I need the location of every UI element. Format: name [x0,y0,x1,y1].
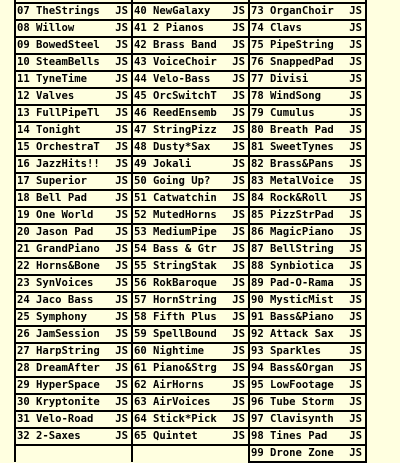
patch-bank: JS [348,71,366,88]
patch-number: 52 [132,207,153,224]
patch-name: Attack Sax [270,326,348,343]
patch-number: 73 [249,3,270,20]
patch-number: 17 [15,173,36,190]
patch-number: 47 [132,122,153,139]
patch-number: 15 [15,139,36,156]
patch-number: 13 [15,105,36,122]
patch-number: 09 [15,37,36,54]
patch-number: 88 [249,258,270,275]
patch-number: 74 [249,20,270,37]
patch-bank: JS [114,105,132,122]
table-row [15,309,366,326]
patch-bank: JS [114,394,132,411]
empty-cell [153,445,231,462]
patch-number: 28 [15,360,36,377]
patch-bank: JS [348,309,366,326]
patch-number: 23 [15,275,36,292]
patch-number: 92 [249,326,270,343]
table-row [15,3,366,20]
patch-number: 25 [15,309,36,326]
patch-bank: JS [114,411,132,428]
patch-name: Velo-Bass [153,71,231,88]
patch-number: 78 [249,88,270,105]
patch-number: 56 [132,275,153,292]
patch-name: Catwatchin [153,190,231,207]
table-row [15,54,366,71]
empty-cell [231,445,249,462]
table-row [15,360,366,377]
patch-name: Horns&Bone [36,258,114,275]
patch-bank: JS [348,54,366,71]
patch-bank: JS [348,173,366,190]
patch-number: 45 [132,88,153,105]
patch-number: 76 [249,54,270,71]
patch-name: OrcSwitchT [153,88,231,105]
patch-number: 18 [15,190,36,207]
empty-cell [36,445,114,462]
patch-name: SteamBells [36,54,114,71]
patch-bank: JS [348,326,366,343]
patch-name: Bass & Gtr [153,241,231,258]
table-row [15,20,366,37]
patch-name: Rock&Roll [270,190,348,207]
patch-bank: JS [231,241,249,258]
patch-name: MediumPipe [153,224,231,241]
patch-bank: JS [348,20,366,37]
patch-number: 12 [15,88,36,105]
patch-bank: JS [348,258,366,275]
patch-bank: JS [348,190,366,207]
patch-name: AirHorns [153,377,231,394]
patch-name: Bell Pad [36,190,114,207]
patch-name: TheStrings [36,3,114,20]
patch-number: 75 [249,37,270,54]
patch-name: MutedHorns [153,207,231,224]
patch-name: OrganChoir [270,3,348,20]
patch-name: HarpString [36,343,114,360]
patch-name: TyneTime [36,71,114,88]
patch-number: 87 [249,241,270,258]
patch-bank: JS [348,3,366,20]
patch-name: OrchestraT [36,139,114,156]
patch-name: Velo-Road [36,411,114,428]
patch-number: 20 [15,224,36,241]
patch-bank: JS [348,275,366,292]
patch-name: HornString [153,292,231,309]
patch-name: SynVoices [36,275,114,292]
patch-bank: JS [114,241,132,258]
table-row [15,258,366,275]
patch-bank: JS [114,71,132,88]
patch-name: SweetTynes [270,139,348,156]
patch-bank: JS [348,292,366,309]
patch-name: Divisi [270,71,348,88]
patch-number: 79 [249,105,270,122]
patch-name: Bass&Organ [270,360,348,377]
patch-bank: JS [114,428,132,445]
patch-bank: JS [114,258,132,275]
patch-name: PipeString [270,37,348,54]
table-row [15,173,366,190]
patch-name: AirVoices [153,394,231,411]
patch-name: Valves [36,88,114,105]
patch-name: MagicPiano [270,224,348,241]
patch-bank: JS [114,326,132,343]
patch-number: 48 [132,139,153,156]
empty-cell [15,445,36,462]
patch-name: Pad-O-Rama [270,275,348,292]
patch-number: 14 [15,122,36,139]
patch-number: 93 [249,343,270,360]
patch-bank: JS [348,207,366,224]
patch-bank: JS [114,207,132,224]
table-row [15,326,366,343]
patch-number: 59 [132,326,153,343]
patch-number: 51 [132,190,153,207]
patch-bank: JS [348,445,366,462]
patch-bank: JS [231,343,249,360]
patch-number: 58 [132,309,153,326]
table-row [15,224,366,241]
patch-name: BellString [270,241,348,258]
patch-name: Synbiotica [270,258,348,275]
table-row [15,139,366,156]
patch-bank: JS [114,224,132,241]
patch-name: SnappedPad [270,54,348,71]
patch-bank: JS [114,173,132,190]
patch-bank: JS [231,326,249,343]
patch-bank: JS [231,54,249,71]
patch-bank: JS [231,309,249,326]
patch-name: Breath Pad [270,122,348,139]
patch-bank: JS [231,37,249,54]
patch-number: 46 [132,105,153,122]
patch-bank: JS [114,377,132,394]
patch-name: StringPizz [153,122,231,139]
patch-number: 86 [249,224,270,241]
patch-name: Sparkles [270,343,348,360]
patch-bank: JS [231,139,249,156]
patch-name: JazzHits!! [36,156,114,173]
patch-list-rows [15,0,366,462]
patch-bank: JS [114,343,132,360]
patch-number: 43 [132,54,153,71]
patch-bank: JS [231,105,249,122]
patch-name: Clavisynth [270,411,348,428]
patch-number: 22 [15,258,36,275]
patch-bank: JS [114,3,132,20]
patch-bank: JS [231,275,249,292]
patch-name: Drone Zone [270,445,348,462]
patch-name: Bass&Piano [270,309,348,326]
patch-bank: JS [114,190,132,207]
table-row [15,411,366,428]
patch-number: 90 [249,292,270,309]
patch-name: 2-Saxes [36,428,114,445]
patch-bank: JS [231,190,249,207]
patch-name: 2 Pianos [153,20,231,37]
patch-name: Tines Pad [270,428,348,445]
patch-number: 91 [249,309,270,326]
patch-bank: JS [348,377,366,394]
patch-number: 95 [249,377,270,394]
patch-name: Jason Pad [36,224,114,241]
patch-name: Willow [36,20,114,37]
patch-bank: JS [231,224,249,241]
patch-number: 24 [15,292,36,309]
patch-name: Nightime [153,343,231,360]
patch-number: 26 [15,326,36,343]
table-row [15,275,366,292]
patch-bank: JS [114,156,132,173]
patch-name: Tube Storm [270,394,348,411]
patch-bank: JS [231,292,249,309]
table-row [15,445,366,462]
patch-bank: JS [114,20,132,37]
patch-number: 77 [249,71,270,88]
patch-bank: JS [231,428,249,445]
patch-bank: JS [231,122,249,139]
patch-name: LowFootage [270,377,348,394]
patch-number: 64 [132,411,153,428]
patch-number: 89 [249,275,270,292]
patch-number: 40 [132,3,153,20]
patch-bank: JS [231,411,249,428]
patch-name: One World [36,207,114,224]
patch-bank: JS [231,3,249,20]
patch-bank: JS [114,88,132,105]
patch-number: 63 [132,394,153,411]
patch-bank: JS [114,292,132,309]
patch-bank: JS [114,309,132,326]
patch-number: 08 [15,20,36,37]
patch-name: PizzStrPad [270,207,348,224]
patch-bank: JS [348,122,366,139]
patch-name: Kryptonite [36,394,114,411]
patch-number: 32 [15,428,36,445]
empty-cell [132,445,153,462]
patch-name: Going Up? [153,173,231,190]
patch-number: 10 [15,54,36,71]
patch-number: 81 [249,139,270,156]
patch-bank: JS [114,360,132,377]
patch-number: 84 [249,190,270,207]
patch-number: 19 [15,207,36,224]
table-row [15,88,366,105]
patch-number: 50 [132,173,153,190]
patch-number: 42 [132,37,153,54]
patch-bank: JS [114,37,132,54]
table-row [15,156,366,173]
patch-name: WindSong [270,88,348,105]
table-row [15,343,366,360]
patch-name: Superior [36,173,114,190]
patch-bank: JS [231,377,249,394]
table-row [15,241,366,258]
patch-bank: JS [348,37,366,54]
patch-bank: JS [114,275,132,292]
patch-number: 31 [15,411,36,428]
patch-number: 55 [132,258,153,275]
patch-bank: JS [348,156,366,173]
patch-name: NewGalaxy [153,3,231,20]
patch-bank: JS [231,360,249,377]
patch-number: 53 [132,224,153,241]
patch-name: Brass&Pans [270,156,348,173]
patch-number: 44 [132,71,153,88]
patch-bank: JS [348,88,366,105]
table-row [15,394,366,411]
patch-number: 62 [132,377,153,394]
patch-name: Brass Band [153,37,231,54]
patch-number: 27 [15,343,36,360]
patch-name: BowedSteel [36,37,114,54]
patch-number: 80 [249,122,270,139]
patch-name: FullPipeTl [36,105,114,122]
patch-name: Clavs [270,20,348,37]
patch-name: Stick*Pick [153,411,231,428]
patch-number: 98 [249,428,270,445]
patch-name: Jokali [153,156,231,173]
patch-bank: JS [231,173,249,190]
patch-number: 60 [132,343,153,360]
table-row [15,37,366,54]
patch-bank: JS [231,258,249,275]
patch-number: 96 [249,394,270,411]
patch-bank: JS [231,156,249,173]
patch-name: ReedEnsemb [153,105,231,122]
patch-list-table [14,0,367,463]
table-row [15,377,366,394]
table-row [15,428,366,445]
empty-cell [114,445,132,462]
patch-number: 85 [249,207,270,224]
patch-bank: JS [114,122,132,139]
patch-number: 82 [249,156,270,173]
patch-number: 57 [132,292,153,309]
patch-bank: JS [114,139,132,156]
patch-bank: JS [231,71,249,88]
patch-name: Fifth Plus [153,309,231,326]
patch-number: 16 [15,156,36,173]
table-row [15,105,366,122]
patch-name: JamSession [36,326,114,343]
patch-name: Cumulus [270,105,348,122]
patch-bank: JS [231,88,249,105]
patch-name: Piano&Strg [153,360,231,377]
patch-name: Quintet [153,428,231,445]
table-row [15,190,366,207]
patch-bank: JS [231,207,249,224]
patch-number: 65 [132,428,153,445]
patch-name: Dusty*Sax [153,139,231,156]
patch-bank: JS [348,411,366,428]
patch-bank: JS [348,224,366,241]
patch-number: 11 [15,71,36,88]
patch-number: 29 [15,377,36,394]
patch-name: SpellBound [153,326,231,343]
table-row [15,292,366,309]
patch-number: 30 [15,394,36,411]
patch-number: 41 [132,20,153,37]
patch-number: 49 [132,156,153,173]
patch-name: RokBaroque [153,275,231,292]
patch-number: 97 [249,411,270,428]
patch-name: Tonight [36,122,114,139]
patch-number: 61 [132,360,153,377]
table-row [15,207,366,224]
table-row [15,71,366,88]
patch-bank: JS [231,394,249,411]
patch-number: 07 [15,3,36,20]
patch-number: 83 [249,173,270,190]
patch-number: 54 [132,241,153,258]
patch-bank: JS [114,54,132,71]
patch-bank: JS [348,139,366,156]
patch-bank: JS [348,241,366,258]
patch-bank: JS [348,394,366,411]
patch-name: Symphony [36,309,114,326]
patch-number: 21 [15,241,36,258]
patch-name: StringStak [153,258,231,275]
patch-bank: JS [231,20,249,37]
patch-bank: JS [348,428,366,445]
patch-name: MetalVoice [270,173,348,190]
patch-bank: JS [348,343,366,360]
table-row [15,122,366,139]
patch-number: 99 [249,445,270,462]
patch-bank: JS [348,360,366,377]
patch-bank: JS [348,105,366,122]
patch-number: 94 [249,360,270,377]
patch-name: Jaco Bass [36,292,114,309]
patch-name: HyperSpace [36,377,114,394]
patch-name: GrandPiano [36,241,114,258]
patch-name: MysticMist [270,292,348,309]
patch-name: DreamAfter [36,360,114,377]
patch-name: VoiceChoir [153,54,231,71]
